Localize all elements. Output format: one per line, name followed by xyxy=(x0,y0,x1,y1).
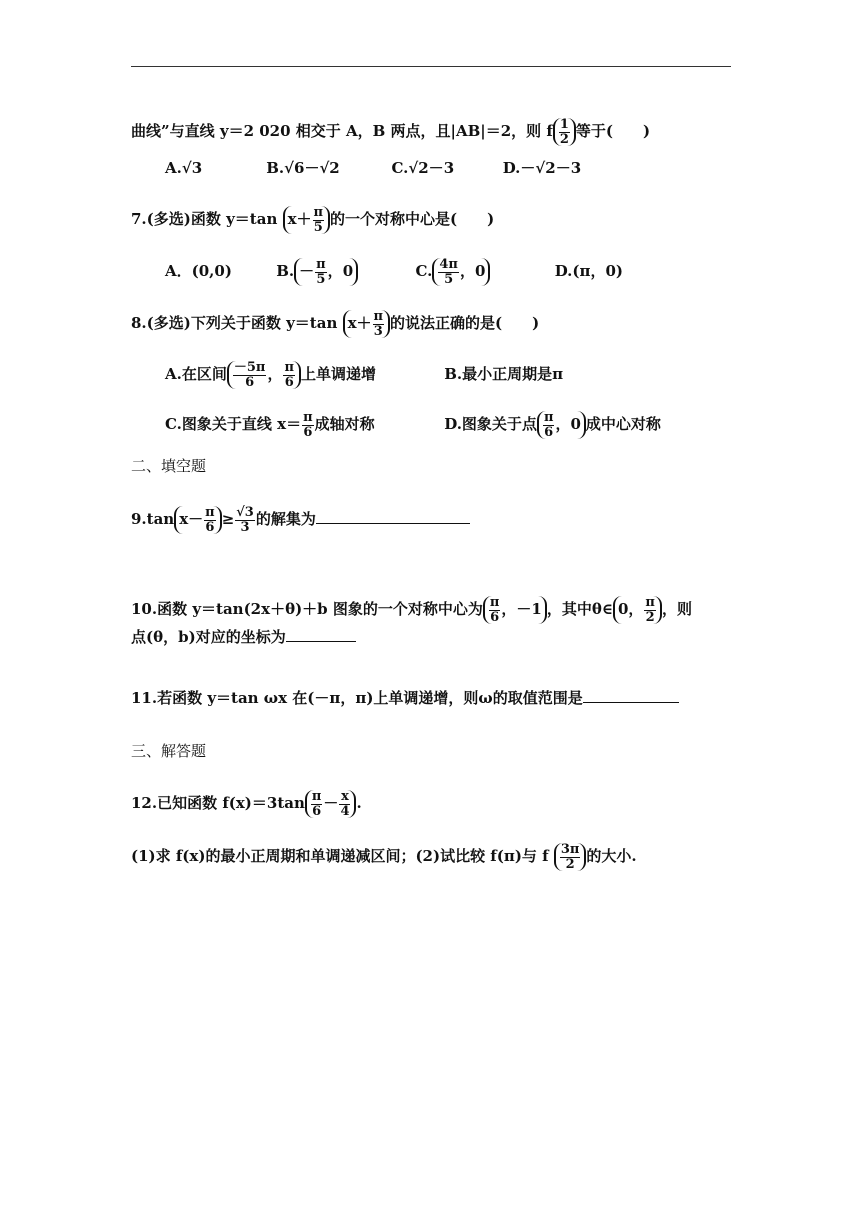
q7-stem: 7.(多选)函数 y＝tan x＋ $\frac{\pi}{5}$ 的一个对称中心是( ) xyxy=(131,205,495,235)
q6-stem: 曲线”与直线 y＝2 020 相交于 A，B 两点，且|AB|＝2，则 f $\frac{1}{2}$ 等于( ) xyxy=(131,117,651,147)
q7-option-b: B. － $\frac{\pi}{5}$ ，0 xyxy=(276,258,410,286)
q8-option-c: C.图象关于直线 x＝ $\frac{\pi}{6}$ 成轴对称 xyxy=(165,410,375,440)
q8-options-row2 xyxy=(165,411,661,439)
q9-stem: 9.tan x－ $\frac{\pi}{6}$ ≥ $\frac{√3}{3}$ 的解集为 xyxy=(131,506,470,534)
q7-paren-arg: x＋ $\frac{\pi}{5}$ xyxy=(283,206,330,234)
q12-parts: (1)求 f(x)的最小正周期和单调递减区间；(2)试比较 f(π)与 f $\frac{3\pi}{2}$ 的大小. xyxy=(131,842,637,872)
q8-stem: 8.(多选)下列关于函数 y＝tan x＋ $\frac{\pi}{3}$ 的说法正确的是( ) xyxy=(131,309,540,339)
q10-stem: 10.函数 y＝tan(2x＋θ)＋b 图象的一个对称中心为 $\frac{\pi}{6}$ ，－1 ，其中θ∈ 0， $\frac{\pi}{2}$ ，则 xyxy=(131,595,692,625)
section-fill-in-heading: 二、填空题 xyxy=(131,457,207,475)
top-rule xyxy=(131,66,731,67)
q6-paren-arg: $\frac{1}{2}$ xyxy=(553,118,576,146)
q6-option-a: A.√3 xyxy=(165,159,203,177)
q9-answer-blank xyxy=(316,509,470,524)
q8-option-a: A.在区间 $\frac{-5\pi}{6}$ ， $\frac{\pi}{6}$ 上单调递增 xyxy=(165,360,376,390)
q7-options xyxy=(165,258,623,286)
section-solution-heading: 三、解答题 xyxy=(131,742,207,760)
q11-answer-blank xyxy=(583,688,679,703)
q8-option-b: B.最小正周期是π xyxy=(444,365,564,384)
q8-paren-arg: x＋ $\frac{\pi}{3}$ xyxy=(343,310,390,338)
q10-answer-blank xyxy=(286,627,356,642)
q6-option-b: B.√6－√2 xyxy=(266,159,340,177)
q10-line2: 点(θ，b)对应的坐标为 xyxy=(131,627,356,647)
q7-option-a: A．(0,0) xyxy=(165,262,232,281)
q8-option-d: D.图象关于点 $\frac{\pi}{6}$ ，0 成中心对称 xyxy=(444,410,661,440)
q8-options-row1 xyxy=(165,361,563,389)
q11-stem: 11.若函数 y＝tan ωx 在(－π，π)上单调递增，则ω的取值范围是 xyxy=(131,688,679,708)
q7-option-d: D.(π，0) xyxy=(554,262,624,281)
q6-option-d: D.－√2－3 xyxy=(502,159,582,177)
q6-option-c: C.√2－3 xyxy=(391,159,455,177)
q6-options xyxy=(165,158,581,178)
q12-stem: 12.已知函数 f(x)＝3tan $\frac{\pi}{6}$ － $\frac{x}{4}$ . xyxy=(131,789,362,819)
q7-option-c: C. $\frac{4\pi}{5}$ ，0 xyxy=(415,258,549,286)
